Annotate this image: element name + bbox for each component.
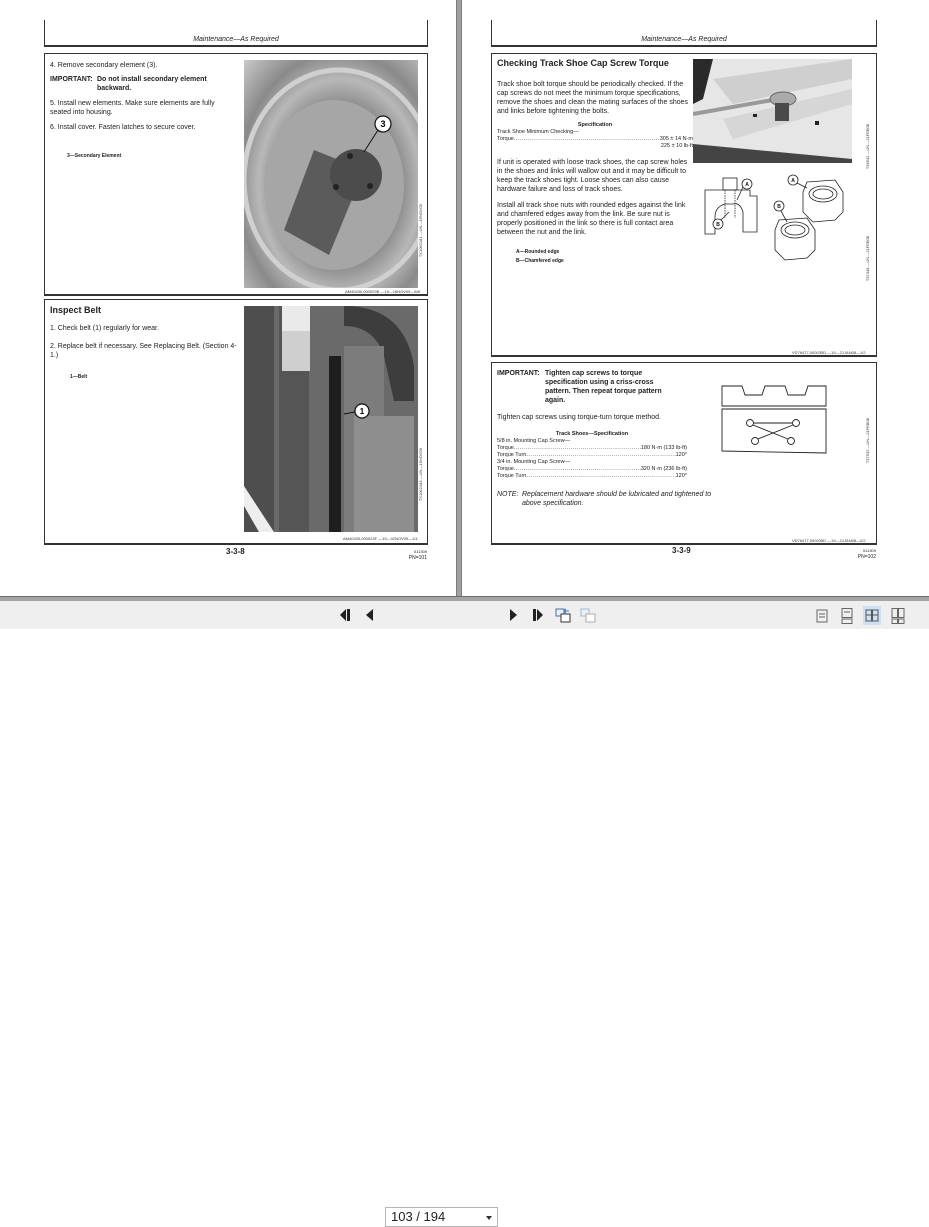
next-view-icon bbox=[580, 607, 596, 623]
page-pn: PN=102 bbox=[857, 554, 876, 560]
page-number-dropdown[interactable] bbox=[385, 1207, 498, 1227]
important-text: Do not install secondary element backward. bbox=[97, 76, 207, 92]
page-date: 011309 bbox=[413, 549, 427, 554]
image-code: AM40430,000029B —19—16NOV09—8/8 bbox=[345, 289, 420, 294]
step-4: 4. Remove secondary element (3). bbox=[50, 62, 158, 69]
intro-paragraph: Track shoe bolt torque should be periodically checked. If the cap screws do not meet the minimum torque specifications, remove the shoes and clean the mating surfaces of the shoes and links before tightening the bolts. bbox=[497, 81, 689, 115]
continuous-view-button[interactable] bbox=[838, 606, 856, 625]
previous-page-button[interactable] bbox=[362, 607, 378, 623]
spec-row bbox=[497, 445, 687, 452]
last-page-icon bbox=[530, 608, 544, 622]
spec-value-imperial: 225 ± 10 lb-ft bbox=[660, 143, 693, 149]
air-filter-photo bbox=[244, 60, 418, 288]
important-label: IMPORTANT: bbox=[497, 370, 540, 377]
figure-caption: 3—Secondary Element bbox=[67, 153, 122, 159]
chevron-down-icon bbox=[486, 1216, 492, 1220]
spec-label: Torque Turn bbox=[497, 452, 527, 458]
important-text: Tighten cap screws to torque specification using a criss-cross pattern. Then repeat torque pattern again. bbox=[545, 370, 662, 404]
first-page-button[interactable] bbox=[338, 607, 354, 623]
svg-text:1: 1 bbox=[359, 407, 365, 416]
label-b: B bbox=[777, 204, 781, 210]
two-page-continuous-icon bbox=[891, 608, 905, 624]
torque-pattern-section bbox=[491, 362, 877, 545]
spec-value: 180 N·m (133 lb-ft) bbox=[640, 445, 687, 451]
next-page-button[interactable] bbox=[505, 607, 521, 623]
step-1: 1. Check belt (1) regularly for wear. bbox=[50, 325, 159, 332]
install-nuts-paragraph: Install all track shoe nuts with rounded edges against the link and chamfered edges away from the link. Be sure nut is properly positioned in the link so there is full contact area between the nut and the link. bbox=[497, 202, 686, 236]
loose-shoes-paragraph: If unit is operated with loose track shoes, the cap screw holes in the shoes and links will wallow out and it may be difficult to keep the track shoes tight. Loose shoes can also cause hardware failure and loss of track shoes. bbox=[497, 159, 688, 193]
single-page-view-button[interactable] bbox=[813, 606, 831, 625]
spec-title: Specification bbox=[577, 122, 613, 128]
spec-label: Torque bbox=[497, 136, 514, 142]
label-b: B bbox=[716, 222, 720, 228]
spec-value: 320 N·m (236 lb-ft) bbox=[640, 466, 687, 472]
previous-view-button[interactable] bbox=[555, 607, 571, 623]
track-shoe-torque-section bbox=[491, 53, 877, 357]
spec-group: 5/8 in. Mounting Cap Screw— bbox=[497, 438, 571, 444]
page-header bbox=[491, 20, 877, 47]
caption-a: A—Rounded edge bbox=[516, 249, 560, 255]
belt-photo bbox=[244, 306, 418, 532]
header-text: Maintenance—As Required bbox=[193, 36, 279, 43]
diagram-side-code: T37532 —UN—21FEB08 bbox=[865, 418, 870, 464]
spec-item: Track Shoe Minimum Checking— bbox=[497, 129, 579, 135]
page-number: 3-3-9 bbox=[672, 546, 691, 555]
spec-value: 120° bbox=[675, 452, 687, 458]
navigation-toolbar bbox=[0, 601, 929, 1224]
figure-caption: 1—Belt bbox=[70, 374, 88, 380]
right-page bbox=[462, 0, 929, 597]
image-code: AM40430,000023F —19—02NOV09—1/1 bbox=[343, 536, 418, 541]
two-page-icon bbox=[865, 609, 879, 622]
previous-view-icon bbox=[555, 607, 571, 623]
image-side-code: TX1062184 —UN—16NOV09 bbox=[418, 448, 423, 502]
left-page bbox=[0, 0, 456, 597]
step-5: 5. Install new elements. Make sure elements are fully seated into housing. bbox=[50, 100, 215, 116]
document-viewer bbox=[0, 0, 929, 597]
spec-label: Torque Turn bbox=[497, 473, 527, 479]
spec-label: Torque bbox=[497, 445, 514, 451]
min-torque-spec bbox=[497, 122, 693, 150]
next-view-button[interactable] bbox=[580, 607, 596, 623]
previous-page-icon bbox=[363, 608, 377, 622]
header-text: Maintenance—As Required bbox=[641, 36, 727, 43]
spec-label: Torque bbox=[497, 466, 514, 472]
diagram-side-code: T37449 —UN—21FEB08 bbox=[865, 236, 870, 282]
two-page-continuous-view-button[interactable] bbox=[889, 606, 907, 625]
label-a: A bbox=[745, 182, 749, 188]
page-id bbox=[828, 548, 876, 560]
label-a: A bbox=[791, 178, 795, 184]
first-page-icon bbox=[339, 608, 353, 622]
track-shoes-spec bbox=[497, 431, 687, 480]
important-label: IMPORTANT: bbox=[50, 76, 93, 83]
spec-title: Track Shoes—Specification bbox=[555, 431, 629, 437]
spec-group: 3/4 in. Mounting Cap Screw— bbox=[497, 459, 571, 465]
single-page-icon bbox=[816, 609, 828, 623]
note-label: NOTE: bbox=[497, 491, 519, 498]
section-title: Checking Track Shoe Cap Screw Torque bbox=[497, 58, 669, 68]
note-text: Replacement hardware should be lubricated and tightened to above specification. bbox=[522, 491, 712, 507]
spec-value-metric: 305 ± 14 N·m bbox=[659, 136, 693, 142]
torque-turn-paragraph: Tighten cap screws using torque-turn torque method. bbox=[497, 414, 661, 421]
two-page-view-button[interactable] bbox=[863, 606, 881, 625]
spec-row bbox=[497, 136, 693, 143]
inspect-belt-section bbox=[44, 299, 428, 545]
spec-value: 120° bbox=[675, 473, 687, 479]
secondary-element-section bbox=[44, 53, 428, 296]
nut-orientation-diagram bbox=[695, 172, 850, 272]
photo-side-code: T36542 —UN—21FEB08 bbox=[865, 124, 870, 170]
svg-text:3: 3 bbox=[380, 119, 386, 129]
caption-b: B—Chamfered edge bbox=[516, 258, 564, 264]
page-indicator: 103 / 194 bbox=[391, 1209, 446, 1224]
step-2: 2. Replace belt if necessary. See Replacing Belt. (Section 4-1.) bbox=[50, 343, 237, 359]
criss-cross-diagram bbox=[720, 381, 830, 461]
section-title: Inspect Belt bbox=[50, 305, 102, 315]
image-code: VD76477,000035D —19—21JAN08—1/2 bbox=[792, 350, 866, 355]
spec-row bbox=[497, 473, 687, 480]
step-6: 6. Install cover. Fasten latches to secure cover. bbox=[50, 124, 196, 131]
spec-row bbox=[497, 466, 687, 473]
continuous-page-icon bbox=[841, 608, 853, 624]
image-code: VD76477,000035D —19—21JAN08—2/2 bbox=[792, 538, 866, 543]
page-pn: PN=101 bbox=[408, 555, 427, 561]
page-number: 3-3-8 bbox=[226, 547, 245, 556]
torque-wrench-photo bbox=[693, 59, 852, 163]
image-side-code: TX1062181 —UN—16NOV09 bbox=[418, 204, 423, 258]
spec-row bbox=[497, 452, 687, 459]
last-page-button[interactable] bbox=[529, 607, 545, 623]
page-header bbox=[44, 20, 428, 47]
page-date: 011309 bbox=[862, 548, 876, 553]
next-page-icon bbox=[506, 608, 520, 622]
page-id bbox=[380, 549, 427, 561]
